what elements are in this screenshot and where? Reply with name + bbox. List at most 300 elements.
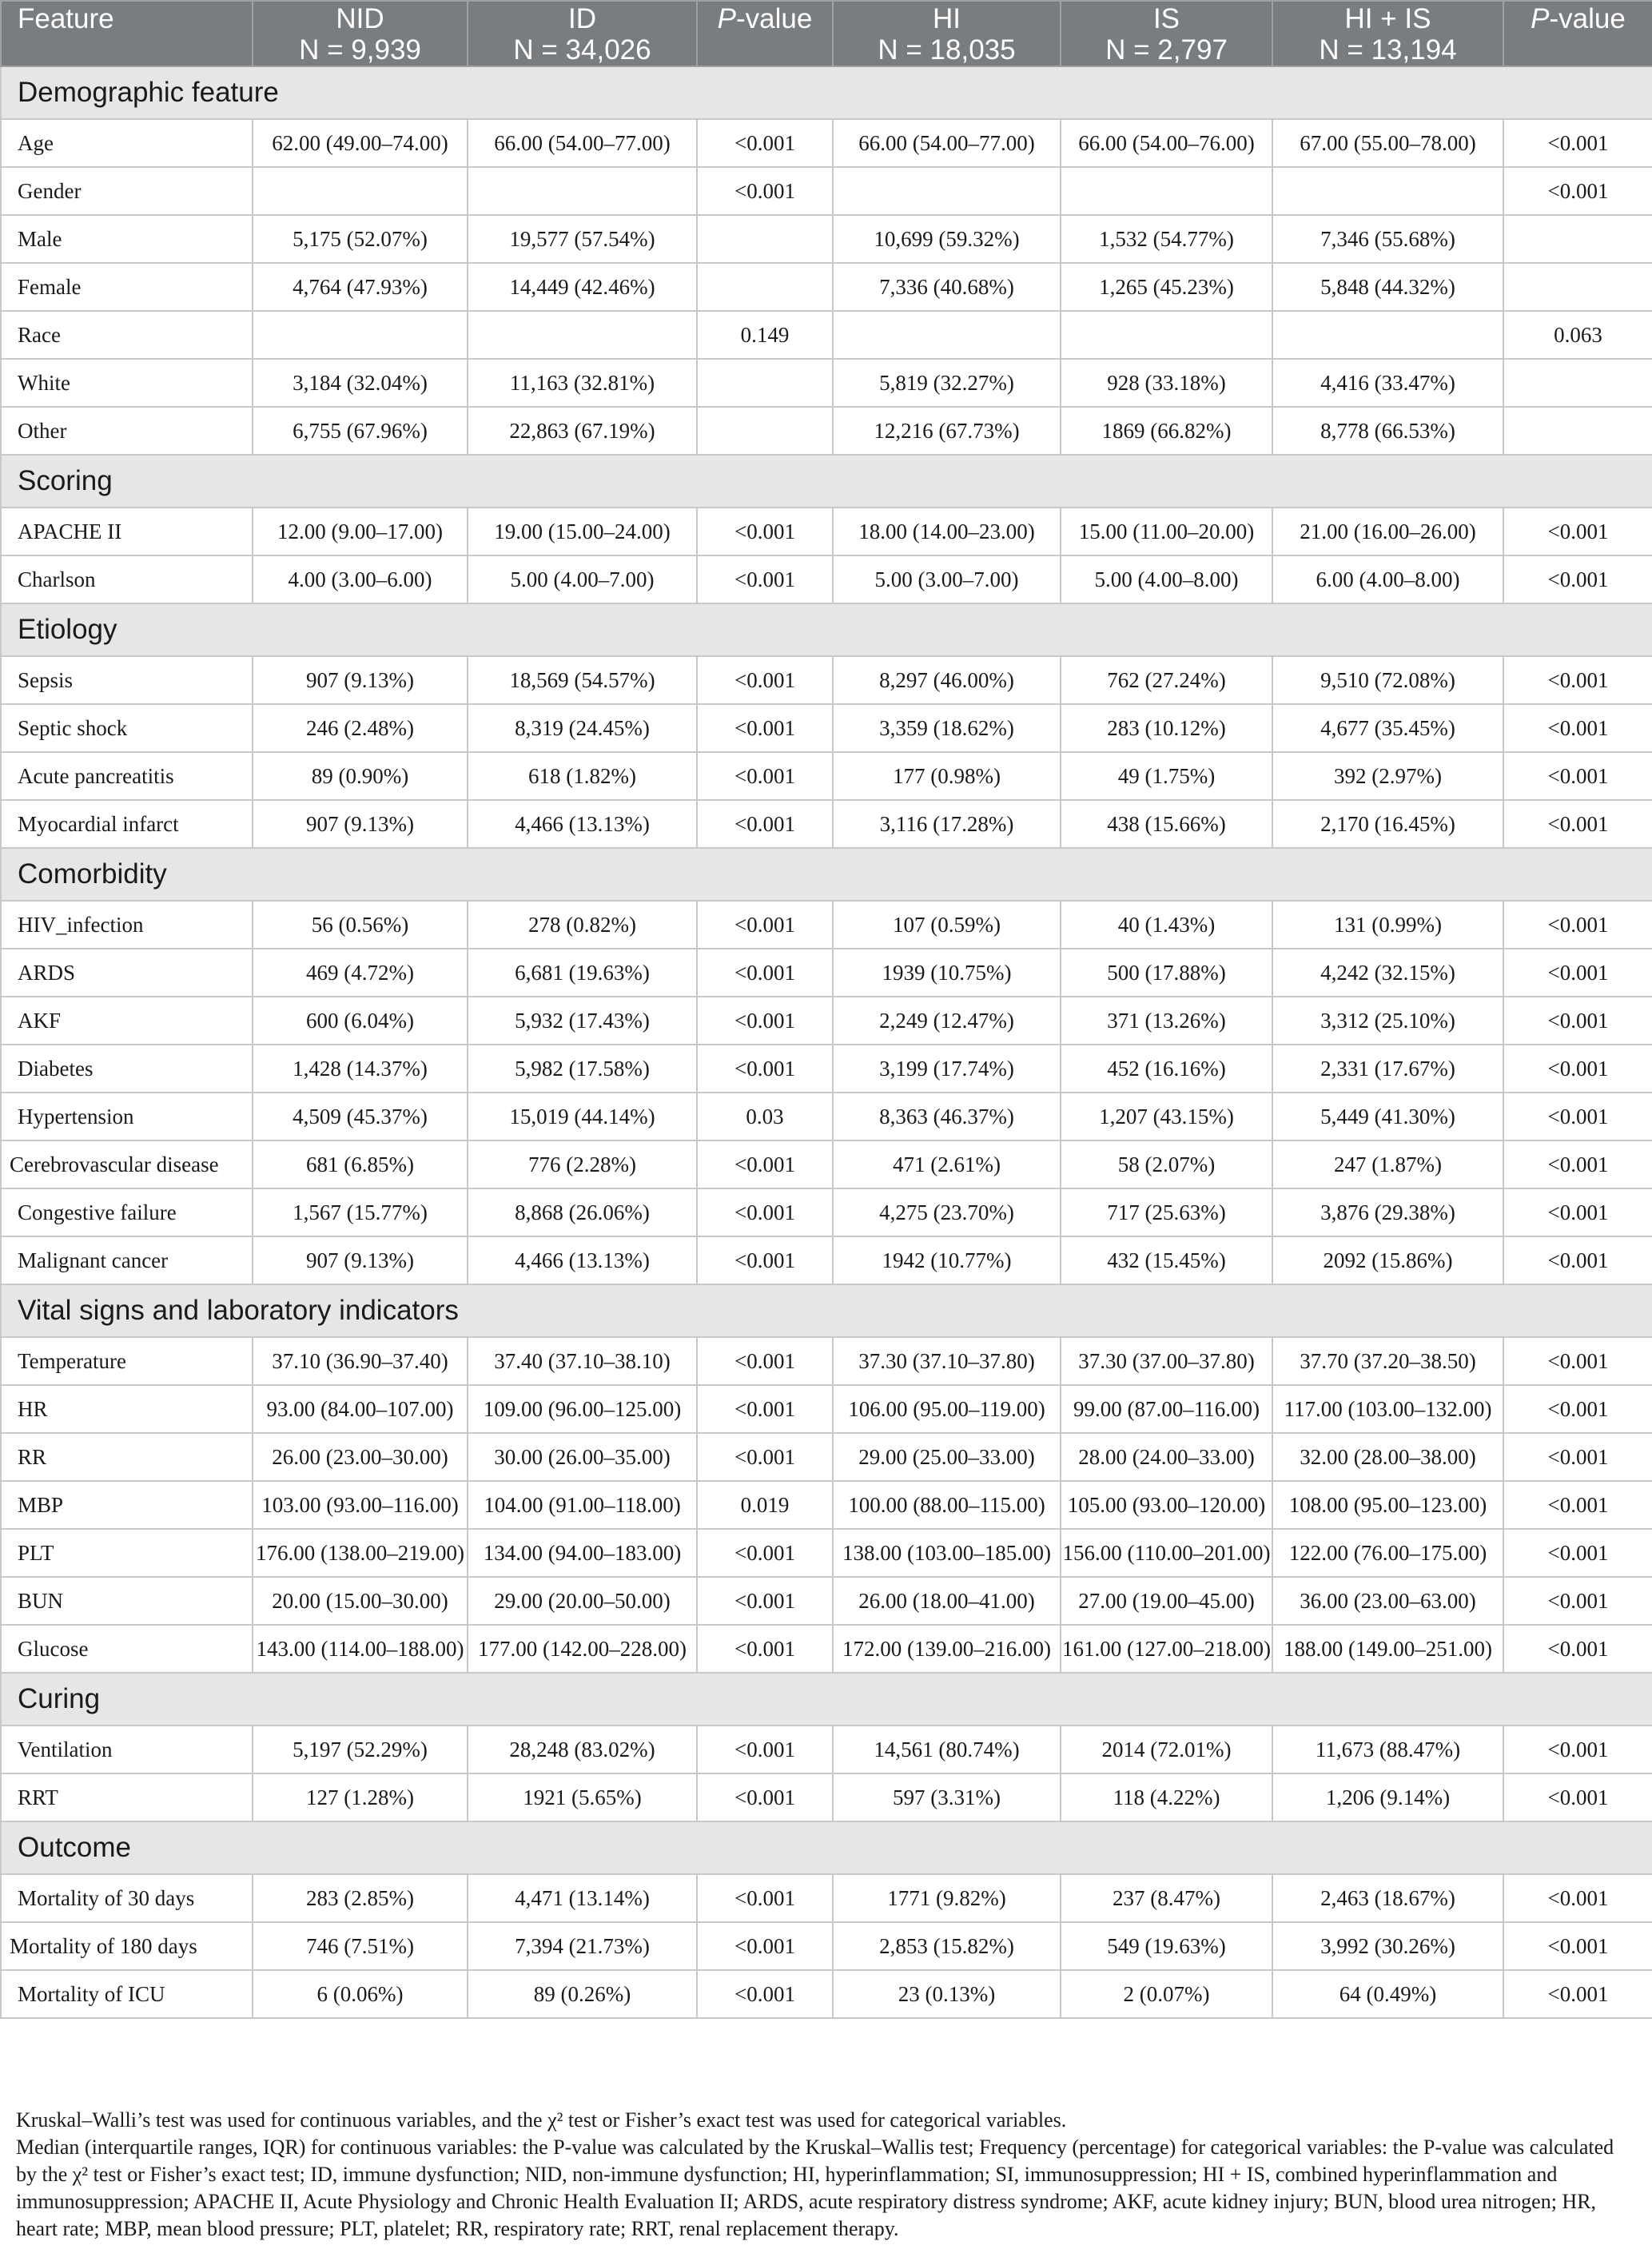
id-cell: 19,577 (57.54%) bbox=[468, 215, 697, 263]
hi-is-cell: 3,312 (25.10%) bbox=[1272, 997, 1503, 1045]
hi-cell: 1771 (9.82%) bbox=[833, 1874, 1061, 1922]
p-value-1-cell: 0.149 bbox=[697, 311, 833, 359]
hi-cell: 1939 (10.75%) bbox=[833, 949, 1061, 997]
is-cell: 2 (0.07%) bbox=[1061, 1970, 1272, 2018]
is-cell: 5.00 (4.00–8.00) bbox=[1061, 555, 1272, 603]
p-value-2-cell: <0.001 bbox=[1503, 555, 1652, 603]
nid-cell: 681 (6.85%) bbox=[253, 1140, 468, 1188]
hi-is-cell: 247 (1.87%) bbox=[1272, 1140, 1503, 1188]
p-value-1-cell: <0.001 bbox=[697, 901, 833, 949]
p-value-2-cell: <0.001 bbox=[1503, 949, 1652, 997]
hi-cell: 10,699 (59.32%) bbox=[833, 215, 1061, 263]
is-cell: 928 (33.18%) bbox=[1061, 359, 1272, 407]
p-value-2-cell bbox=[1503, 407, 1652, 455]
id-cell: 37.40 (37.10–38.10) bbox=[468, 1337, 697, 1385]
p-value-1-cell: <0.001 bbox=[697, 167, 833, 215]
id-cell: 66.00 (54.00–77.00) bbox=[468, 119, 697, 167]
hi-cell: 2,249 (12.47%) bbox=[833, 997, 1061, 1045]
p-value-2-cell: <0.001 bbox=[1503, 1481, 1652, 1529]
hi-cell: 26.00 (18.00–41.00) bbox=[833, 1577, 1061, 1625]
feature-cell: Other bbox=[1, 407, 253, 455]
feature-cell: Diabetes bbox=[1, 1045, 253, 1093]
feature-cell: HR bbox=[1, 1385, 253, 1433]
hi-cell: 66.00 (54.00–77.00) bbox=[833, 119, 1061, 167]
is-cell: 283 (10.12%) bbox=[1061, 704, 1272, 752]
section-title: Vital signs and laboratory indicators bbox=[1, 1284, 1652, 1337]
table-row bbox=[1, 1625, 1652, 1673]
table-row bbox=[1, 1433, 1652, 1481]
header-p-value-2: P-value bbox=[1503, 1, 1652, 66]
nid-cell: 127 (1.28%) bbox=[253, 1773, 468, 1821]
feature-cell: Congestive failure bbox=[1, 1188, 253, 1236]
section-title: Outcome bbox=[1, 1821, 1652, 1874]
p-value-1-cell: <0.001 bbox=[697, 997, 833, 1045]
nid-cell: 1,428 (14.37%) bbox=[253, 1045, 468, 1093]
p-value-2-cell: <0.001 bbox=[1503, 1874, 1652, 1922]
p-value-2-cell: <0.001 bbox=[1503, 1236, 1652, 1284]
p-value-1-cell: <0.001 bbox=[697, 1577, 833, 1625]
table-row bbox=[1, 752, 1652, 800]
table-row bbox=[1, 167, 1652, 215]
hi-is-cell: 3,876 (29.38%) bbox=[1272, 1188, 1503, 1236]
is-cell: 118 (4.22%) bbox=[1061, 1773, 1272, 1821]
p-value-2-cell: <0.001 bbox=[1503, 656, 1652, 704]
nid-cell: 93.00 (84.00–107.00) bbox=[253, 1385, 468, 1433]
p-value-2-cell: <0.001 bbox=[1503, 997, 1652, 1045]
nid-cell: 89 (0.90%) bbox=[253, 752, 468, 800]
table-row bbox=[1, 1577, 1652, 1625]
is-cell: 28.00 (24.00–33.00) bbox=[1061, 1433, 1272, 1481]
p-value-2-cell: <0.001 bbox=[1503, 1529, 1652, 1577]
feature-cell: Ventilation bbox=[1, 1726, 253, 1773]
table-row bbox=[1, 1093, 1652, 1140]
hi-is-cell: 5,848 (44.32%) bbox=[1272, 263, 1503, 311]
header-nid: NID N = 9,939 bbox=[253, 1, 468, 66]
hi-is-cell: 6.00 (4.00–8.00) bbox=[1272, 555, 1503, 603]
id-cell: 4,466 (13.13%) bbox=[468, 800, 697, 848]
nid-cell: 103.00 (93.00–116.00) bbox=[253, 1481, 468, 1529]
id-cell: 1921 (5.65%) bbox=[468, 1773, 697, 1821]
feature-cell: Female bbox=[1, 263, 253, 311]
table-row bbox=[1, 704, 1652, 752]
nid-cell: 4.00 (3.00–6.00) bbox=[253, 555, 468, 603]
p-value-1-cell: <0.001 bbox=[697, 508, 833, 555]
p-value-1-cell bbox=[697, 215, 833, 263]
hi-is-cell: 392 (2.97%) bbox=[1272, 752, 1503, 800]
hi-cell: 2,853 (15.82%) bbox=[833, 1922, 1061, 1970]
hi-cell: 138.00 (103.00–185.00) bbox=[833, 1529, 1061, 1577]
footnote-abbreviations: Median (interquartile ranges, IQR) for continuous variables: the P-value was calculated by the Kruskal–Wallis test; Frequency (percentage) for categorical variables: the P-value was calculated by the χ² test or Fisher’s exact test; ID, immune dysfunction; NID, non-immune dysfunction; HI, hyperinflammation; SI, immunosuppression; HI + IS, combined hyperinflammation and immunosuppression; APACHE II, Acute Physiology and Chronic Health Evaluation II; ARDS, acute respiratory distress syndrome; AKF, acute kidney injury; BUN, blood urea nitrogen; HR, heart rate; MBP, mean blood pressure; PLT, platelet; RR, respiratory rate; RRT, renal replacement therapy. bbox=[16, 2136, 1614, 2240]
feature-cell: White bbox=[1, 359, 253, 407]
nid-cell bbox=[253, 311, 468, 359]
hi-cell: 3,199 (17.74%) bbox=[833, 1045, 1061, 1093]
feature-cell: AKF bbox=[1, 997, 253, 1045]
feature-cell: Mortality of 180 days bbox=[1, 1922, 253, 1970]
hi-cell: 23 (0.13%) bbox=[833, 1970, 1061, 2018]
id-cell: 618 (1.82%) bbox=[468, 752, 697, 800]
p-value-2-cell: <0.001 bbox=[1503, 1188, 1652, 1236]
nid-cell: 12.00 (9.00–17.00) bbox=[253, 508, 468, 555]
table-row bbox=[1, 1337, 1652, 1385]
feature-cell: Glucose bbox=[1, 1625, 253, 1673]
hi-is-cell: 131 (0.99%) bbox=[1272, 901, 1503, 949]
table-row bbox=[1, 1140, 1652, 1188]
nid-cell: 246 (2.48%) bbox=[253, 704, 468, 752]
p-value-1-cell: <0.001 bbox=[697, 1970, 833, 2018]
id-cell: 8,868 (26.06%) bbox=[468, 1188, 697, 1236]
is-cell: 27.00 (19.00–45.00) bbox=[1061, 1577, 1272, 1625]
hi-is-cell: 4,677 (35.45%) bbox=[1272, 704, 1503, 752]
is-cell: 371 (13.26%) bbox=[1061, 997, 1272, 1045]
nid-cell: 5,197 (52.29%) bbox=[253, 1726, 468, 1773]
id-cell: 19.00 (15.00–24.00) bbox=[468, 508, 697, 555]
id-cell: 30.00 (26.00–35.00) bbox=[468, 1433, 697, 1481]
p-value-1-cell: <0.001 bbox=[697, 1140, 833, 1188]
table-row bbox=[1, 263, 1652, 311]
nid-cell: 26.00 (23.00–30.00) bbox=[253, 1433, 468, 1481]
p-value-1-cell: <0.001 bbox=[697, 800, 833, 848]
is-cell: 2014 (72.01%) bbox=[1061, 1726, 1272, 1773]
is-cell: 37.30 (37.00–37.80) bbox=[1061, 1337, 1272, 1385]
p-value-1-cell: <0.001 bbox=[697, 1385, 833, 1433]
id-cell: 278 (0.82%) bbox=[468, 901, 697, 949]
table-row bbox=[1, 1726, 1652, 1773]
hi-is-cell: 122.00 (76.00–175.00) bbox=[1272, 1529, 1503, 1577]
nid-cell: 4,509 (45.37%) bbox=[253, 1093, 468, 1140]
nid-cell: 283 (2.85%) bbox=[253, 1874, 468, 1922]
table-body bbox=[1, 66, 1652, 2018]
hi-is-cell: 2092 (15.86%) bbox=[1272, 1236, 1503, 1284]
hi-cell: 597 (3.31%) bbox=[833, 1773, 1061, 1821]
hi-is-cell: 8,778 (66.53%) bbox=[1272, 407, 1503, 455]
feature-cell: Sepsis bbox=[1, 656, 253, 704]
header-hi-n: N = 18,035 bbox=[878, 34, 1016, 66]
is-cell: 49 (1.75%) bbox=[1061, 752, 1272, 800]
p-value-1-cell: <0.001 bbox=[697, 555, 833, 603]
p-value-1-cell: <0.001 bbox=[697, 1188, 833, 1236]
feature-cell: Malignant cancer bbox=[1, 1236, 253, 1284]
p-value-2-cell bbox=[1503, 215, 1652, 263]
header-hi-is: HI + IS N = 13,194 bbox=[1272, 1, 1503, 66]
nid-cell: 37.10 (36.90–37.40) bbox=[253, 1337, 468, 1385]
table-row bbox=[1, 215, 1652, 263]
hi-cell bbox=[833, 167, 1061, 215]
hi-cell: 37.30 (37.10–37.80) bbox=[833, 1337, 1061, 1385]
p-value-1-cell: <0.001 bbox=[697, 1625, 833, 1673]
is-cell: 762 (27.24%) bbox=[1061, 656, 1272, 704]
p-value-1-cell bbox=[697, 263, 833, 311]
is-cell bbox=[1061, 167, 1272, 215]
section-title: Etiology bbox=[1, 603, 1652, 656]
table-row bbox=[1, 555, 1652, 603]
is-cell: 1,532 (54.77%) bbox=[1061, 215, 1272, 263]
hi-cell: 4,275 (23.70%) bbox=[833, 1188, 1061, 1236]
id-cell: 8,319 (24.45%) bbox=[468, 704, 697, 752]
hi-is-cell: 117.00 (103.00–132.00) bbox=[1272, 1385, 1503, 1433]
footnote-tests: Kruskal–Walli’s test was used for continuous variables, and the χ² test or Fisher’s exact test was used for categorical variables. bbox=[16, 2108, 1067, 2132]
p-value-2-cell: <0.001 bbox=[1503, 1625, 1652, 1673]
nid-cell: 5,175 (52.07%) bbox=[253, 215, 468, 263]
p-value-2-cell bbox=[1503, 263, 1652, 311]
p-value-2-cell: <0.001 bbox=[1503, 1045, 1652, 1093]
p-value-2-cell: <0.001 bbox=[1503, 1140, 1652, 1188]
hi-is-cell: 188.00 (149.00–251.00) bbox=[1272, 1625, 1503, 1673]
hi-is-cell: 37.70 (37.20–38.50) bbox=[1272, 1337, 1503, 1385]
feature-cell: Myocardial infarct bbox=[1, 800, 253, 848]
hi-is-cell: 36.00 (23.00–63.00) bbox=[1272, 1577, 1503, 1625]
hi-cell: 106.00 (95.00–119.00) bbox=[833, 1385, 1061, 1433]
p-value-2-cell: <0.001 bbox=[1503, 1773, 1652, 1821]
feature-cell: Male bbox=[1, 215, 253, 263]
hi-is-cell bbox=[1272, 167, 1503, 215]
is-cell: 237 (8.47%) bbox=[1061, 1874, 1272, 1922]
table-row bbox=[1, 1922, 1652, 1970]
id-cell: 4,471 (13.14%) bbox=[468, 1874, 697, 1922]
p-value-1-cell: <0.001 bbox=[697, 949, 833, 997]
nid-cell: 4,764 (47.93%) bbox=[253, 263, 468, 311]
hi-cell: 18.00 (14.00–23.00) bbox=[833, 508, 1061, 555]
table-row bbox=[1, 1385, 1652, 1433]
p-value-2-cell: <0.001 bbox=[1503, 1433, 1652, 1481]
p-value-2-cell: 0.063 bbox=[1503, 311, 1652, 359]
nid-cell: 746 (7.51%) bbox=[253, 1922, 468, 1970]
feature-cell: RR bbox=[1, 1433, 253, 1481]
table-row bbox=[1, 1874, 1652, 1922]
feature-cell: Hypertension bbox=[1, 1093, 253, 1140]
id-cell bbox=[468, 311, 697, 359]
hi-is-cell: 11,673 (88.47%) bbox=[1272, 1726, 1503, 1773]
id-cell bbox=[468, 167, 697, 215]
feature-cell: Charlson bbox=[1, 555, 253, 603]
p-value-1-cell: <0.001 bbox=[697, 1045, 833, 1093]
p-value-1-cell: <0.001 bbox=[697, 119, 833, 167]
is-cell: 105.00 (93.00–120.00) bbox=[1061, 1481, 1272, 1529]
nid-cell: 176.00 (138.00–219.00) bbox=[253, 1529, 468, 1577]
hi-cell: 1942 (10.77%) bbox=[833, 1236, 1061, 1284]
hi-is-cell: 2,170 (16.45%) bbox=[1272, 800, 1503, 848]
is-cell: 500 (17.88%) bbox=[1061, 949, 1272, 997]
p-value-2-cell: <0.001 bbox=[1503, 1385, 1652, 1433]
p-value-1-cell: <0.001 bbox=[697, 1726, 833, 1773]
hi-is-cell: 108.00 (95.00–123.00) bbox=[1272, 1481, 1503, 1529]
section-title: Curing bbox=[1, 1673, 1652, 1726]
hi-is-cell: 9,510 (72.08%) bbox=[1272, 656, 1503, 704]
table-row bbox=[1, 901, 1652, 949]
id-cell: 5,932 (17.43%) bbox=[468, 997, 697, 1045]
p-value-2-cell: <0.001 bbox=[1503, 167, 1652, 215]
feature-cell: APACHE II bbox=[1, 508, 253, 555]
p-value-1-cell: <0.001 bbox=[697, 1874, 833, 1922]
p-value-2-cell: <0.001 bbox=[1503, 1922, 1652, 1970]
p-value-1-cell: <0.001 bbox=[697, 704, 833, 752]
id-cell: 5.00 (4.00–7.00) bbox=[468, 555, 697, 603]
hi-is-cell bbox=[1272, 311, 1503, 359]
id-cell: 11,163 (32.81%) bbox=[468, 359, 697, 407]
hi-is-cell: 4,416 (33.47%) bbox=[1272, 359, 1503, 407]
hi-is-cell: 7,346 (55.68%) bbox=[1272, 215, 1503, 263]
table-row bbox=[1, 997, 1652, 1045]
id-cell: 89 (0.26%) bbox=[468, 1970, 697, 2018]
hi-cell: 14,561 (80.74%) bbox=[833, 1726, 1061, 1773]
p-value-1-cell: <0.001 bbox=[697, 1773, 833, 1821]
table-row bbox=[1, 119, 1652, 167]
id-cell: 29.00 (20.00–50.00) bbox=[468, 1577, 697, 1625]
feature-cell: Acute pancreatitis bbox=[1, 752, 253, 800]
hi-cell: 5,819 (32.27%) bbox=[833, 359, 1061, 407]
is-cell: 452 (16.16%) bbox=[1061, 1045, 1272, 1093]
hi-cell bbox=[833, 311, 1061, 359]
nid-cell: 56 (0.56%) bbox=[253, 901, 468, 949]
p-value-1-cell: <0.001 bbox=[697, 1236, 833, 1284]
section-header-row bbox=[1, 455, 1652, 508]
section-header-row bbox=[1, 1284, 1652, 1337]
is-cell: 549 (19.63%) bbox=[1061, 1922, 1272, 1970]
id-cell: 22,863 (67.19%) bbox=[468, 407, 697, 455]
p-value-2-cell: <0.001 bbox=[1503, 704, 1652, 752]
table-footnotes bbox=[16, 2107, 1638, 2243]
p-value-2-cell: <0.001 bbox=[1503, 1337, 1652, 1385]
table-row bbox=[1, 949, 1652, 997]
header-id-n: N = 34,026 bbox=[513, 34, 651, 66]
hi-cell: 3,359 (18.62%) bbox=[833, 704, 1061, 752]
p-value-1-cell: <0.001 bbox=[697, 752, 833, 800]
section-title: Demographic feature bbox=[1, 66, 1652, 119]
hi-cell: 7,336 (40.68%) bbox=[833, 263, 1061, 311]
is-cell: 1869 (66.82%) bbox=[1061, 407, 1272, 455]
hi-cell: 12,216 (67.73%) bbox=[833, 407, 1061, 455]
id-cell: 104.00 (91.00–118.00) bbox=[468, 1481, 697, 1529]
feature-cell: HIV_infection bbox=[1, 901, 253, 949]
hi-is-cell: 64 (0.49%) bbox=[1272, 1970, 1503, 2018]
table-row bbox=[1, 407, 1652, 455]
feature-cell: Temperature bbox=[1, 1337, 253, 1385]
is-cell: 66.00 (54.00–76.00) bbox=[1061, 119, 1272, 167]
hi-cell: 5.00 (3.00–7.00) bbox=[833, 555, 1061, 603]
table-row bbox=[1, 1481, 1652, 1529]
p-value-1-cell bbox=[697, 407, 833, 455]
table-row bbox=[1, 1236, 1652, 1284]
hi-cell: 471 (2.61%) bbox=[833, 1140, 1061, 1188]
p-value-1-cell: 0.019 bbox=[697, 1481, 833, 1529]
feature-cell: Race bbox=[1, 311, 253, 359]
hi-cell: 172.00 (139.00–216.00) bbox=[833, 1625, 1061, 1673]
is-cell: 1,207 (43.15%) bbox=[1061, 1093, 1272, 1140]
p-value-1-cell: <0.001 bbox=[697, 1922, 833, 1970]
feature-cell: Gender bbox=[1, 167, 253, 215]
hi-is-cell: 1,206 (9.14%) bbox=[1272, 1773, 1503, 1821]
nid-cell: 143.00 (114.00–188.00) bbox=[253, 1625, 468, 1673]
feature-cell: BUN bbox=[1, 1577, 253, 1625]
p-value-1-cell bbox=[697, 359, 833, 407]
section-header-row bbox=[1, 603, 1652, 656]
header-p-value-1: P-value bbox=[697, 1, 833, 66]
id-cell: 18,569 (54.57%) bbox=[468, 656, 697, 704]
hi-is-cell: 2,463 (18.67%) bbox=[1272, 1874, 1503, 1922]
p-value-2-cell: <0.001 bbox=[1503, 1726, 1652, 1773]
nid-cell: 62.00 (49.00–74.00) bbox=[253, 119, 468, 167]
nid-cell: 6 (0.06%) bbox=[253, 1970, 468, 2018]
id-cell: 15,019 (44.14%) bbox=[468, 1093, 697, 1140]
table-row bbox=[1, 1529, 1652, 1577]
hi-cell: 29.00 (25.00–33.00) bbox=[833, 1433, 1061, 1481]
header-row bbox=[1, 1, 1652, 66]
section-header-row bbox=[1, 66, 1652, 119]
id-cell: 7,394 (21.73%) bbox=[468, 1922, 697, 1970]
feature-cell: Age bbox=[1, 119, 253, 167]
hi-cell: 3,116 (17.28%) bbox=[833, 800, 1061, 848]
p-value-1-cell: <0.001 bbox=[697, 1529, 833, 1577]
hi-cell: 8,363 (46.37%) bbox=[833, 1093, 1061, 1140]
hi-is-cell: 32.00 (28.00–38.00) bbox=[1272, 1433, 1503, 1481]
id-cell: 177.00 (142.00–228.00) bbox=[468, 1625, 697, 1673]
feature-cell: RRT bbox=[1, 1773, 253, 1821]
is-cell: 161.00 (127.00–218.00) bbox=[1061, 1625, 1272, 1673]
header-is-n: N = 2,797 bbox=[1105, 34, 1228, 66]
table-row bbox=[1, 1970, 1652, 2018]
hi-cell: 8,297 (46.00%) bbox=[833, 656, 1061, 704]
hi-is-cell: 21.00 (16.00–26.00) bbox=[1272, 508, 1503, 555]
table-row bbox=[1, 359, 1652, 407]
is-cell: 99.00 (87.00–116.00) bbox=[1061, 1385, 1272, 1433]
hi-is-cell: 4,242 (32.15%) bbox=[1272, 949, 1503, 997]
is-cell: 156.00 (110.00–201.00) bbox=[1061, 1529, 1272, 1577]
p-value-2-cell: <0.001 bbox=[1503, 800, 1652, 848]
feature-cell: ARDS bbox=[1, 949, 253, 997]
header-nid-n: N = 9,939 bbox=[299, 34, 421, 66]
nid-cell: 1,567 (15.77%) bbox=[253, 1188, 468, 1236]
id-cell: 5,982 (17.58%) bbox=[468, 1045, 697, 1093]
p-value-1-cell: 0.03 bbox=[697, 1093, 833, 1140]
is-cell: 717 (25.63%) bbox=[1061, 1188, 1272, 1236]
section-title: Scoring bbox=[1, 455, 1652, 508]
section-header-row bbox=[1, 1673, 1652, 1726]
is-cell: 15.00 (11.00–20.00) bbox=[1061, 508, 1272, 555]
section-header-row bbox=[1, 1821, 1652, 1874]
header-feature: Feature bbox=[1, 1, 253, 66]
hi-is-cell: 3,992 (30.26%) bbox=[1272, 1922, 1503, 1970]
is-cell bbox=[1061, 311, 1272, 359]
table-row bbox=[1, 311, 1652, 359]
hi-cell: 107 (0.59%) bbox=[833, 901, 1061, 949]
section-header-row bbox=[1, 848, 1652, 901]
id-cell: 28,248 (83.02%) bbox=[468, 1726, 697, 1773]
table-row bbox=[1, 800, 1652, 848]
is-cell: 1,265 (45.23%) bbox=[1061, 263, 1272, 311]
header-hi-is-n: N = 13,194 bbox=[1319, 34, 1457, 66]
table-row bbox=[1, 1188, 1652, 1236]
nid-cell: 3,184 (32.04%) bbox=[253, 359, 468, 407]
nid-cell: 907 (9.13%) bbox=[253, 656, 468, 704]
feature-cell: Mortality of 30 days bbox=[1, 1874, 253, 1922]
p-value-2-cell: <0.001 bbox=[1503, 752, 1652, 800]
nid-cell bbox=[253, 167, 468, 215]
p-value-2-cell: <0.001 bbox=[1503, 901, 1652, 949]
hi-is-cell: 5,449 (41.30%) bbox=[1272, 1093, 1503, 1140]
id-cell: 109.00 (96.00–125.00) bbox=[468, 1385, 697, 1433]
nid-cell: 20.00 (15.00–30.00) bbox=[253, 1577, 468, 1625]
hi-is-cell: 67.00 (55.00–78.00) bbox=[1272, 119, 1503, 167]
p-value-1-cell: <0.001 bbox=[697, 1433, 833, 1481]
header-is: IS N = 2,797 bbox=[1061, 1, 1272, 66]
feature-cell: Septic shock bbox=[1, 704, 253, 752]
feature-cell: PLT bbox=[1, 1529, 253, 1577]
is-cell: 40 (1.43%) bbox=[1061, 901, 1272, 949]
section-title: Comorbidity bbox=[1, 848, 1652, 901]
p-value-2-cell bbox=[1503, 359, 1652, 407]
is-cell: 58 (2.07%) bbox=[1061, 1140, 1272, 1188]
table-row bbox=[1, 508, 1652, 555]
table-row bbox=[1, 1045, 1652, 1093]
